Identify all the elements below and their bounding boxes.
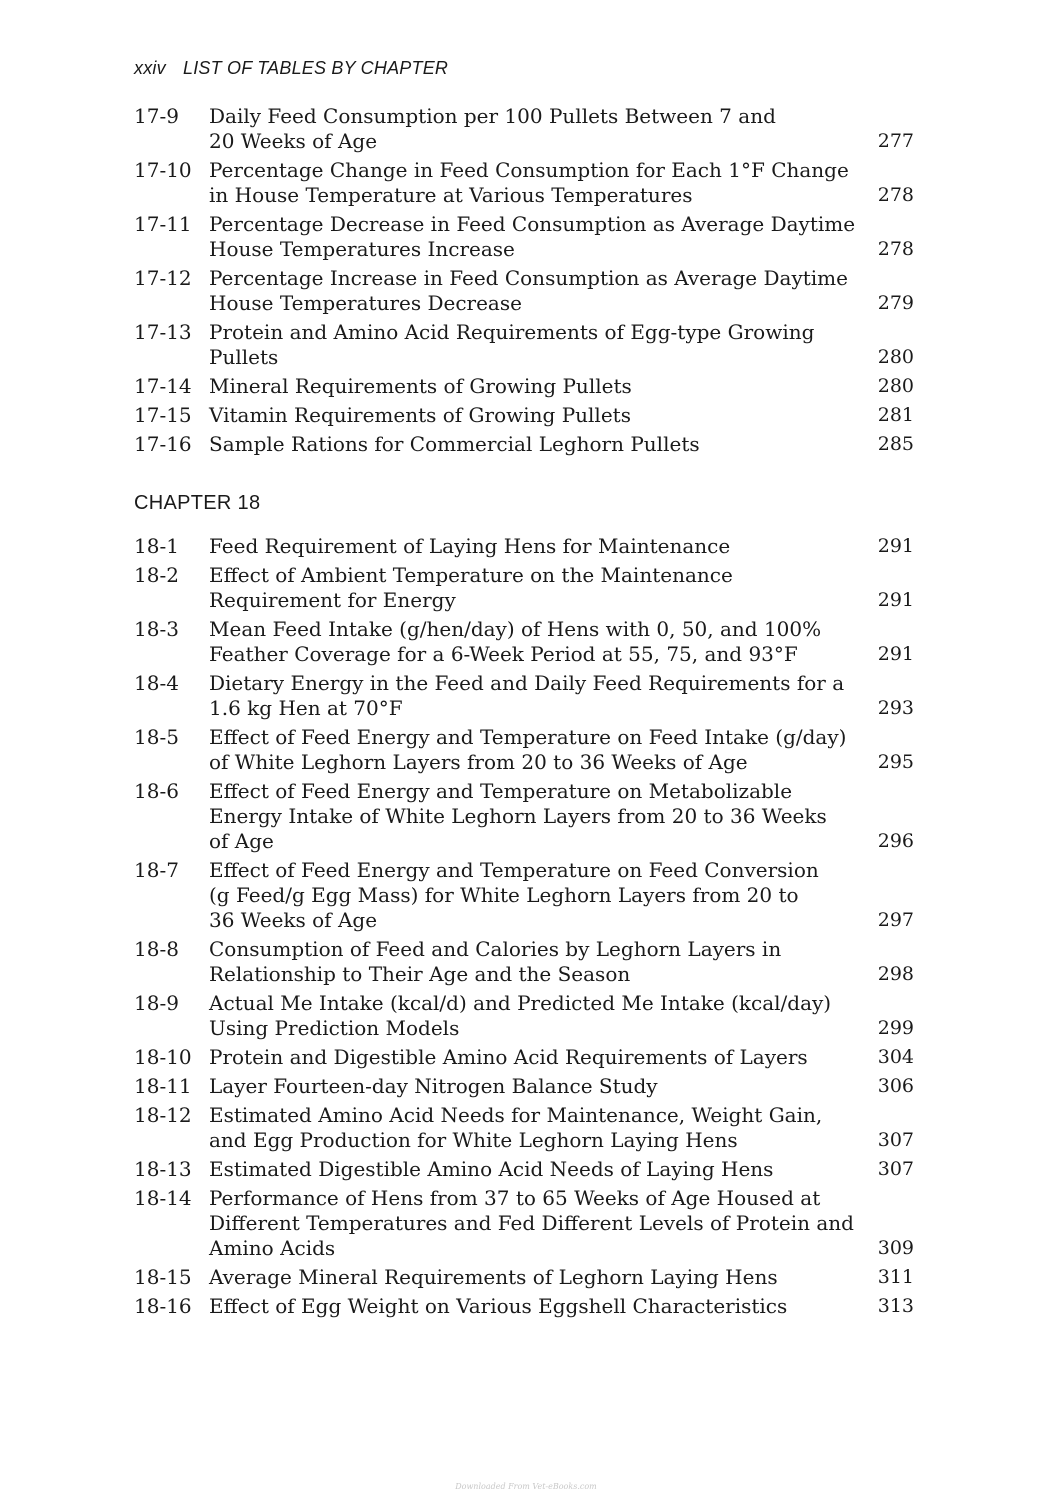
table-title: Mineral Requirements of Growing Pullets bbox=[209, 374, 632, 398]
table-title: Consumption of Feed and Calories by Leghorn Layers in Relationship to Their Age and the Season bbox=[209, 937, 782, 986]
page-number: 295 bbox=[877, 751, 914, 773]
toc-entry bbox=[134, 1157, 914, 1182]
toc-entry bbox=[134, 858, 914, 933]
page-number: 296 bbox=[877, 830, 914, 852]
table-title: Percentage Increase in Feed Consumption as Average Daytime House Temperatures Decrease bbox=[209, 266, 848, 315]
page-number: 279 bbox=[877, 292, 914, 314]
table-number: 17-15 bbox=[134, 403, 192, 427]
table-number: 18-2 bbox=[134, 563, 179, 587]
table-title: Performance of Hens from 37 to 65 Weeks of Age Housed at Different Temperatures and Fed Different Levels of Protein and Amino Acids bbox=[209, 1186, 854, 1260]
table-number: 18-16 bbox=[134, 1294, 192, 1318]
table-title: Mean Feed Intake (g/hen/day) of Hens with 0, 50, and 100% Feather Coverage for a 6-Week Period at 55, 75, and 93°F bbox=[209, 617, 822, 666]
toc-entry bbox=[134, 212, 914, 262]
table-title: Effect of Egg Weight on Various Eggshell Characteristics bbox=[209, 1294, 788, 1318]
table-number: 18-5 bbox=[134, 725, 179, 749]
page-number: 280 bbox=[877, 346, 914, 368]
table-number: 18-3 bbox=[134, 617, 179, 641]
page-number: 277 bbox=[877, 130, 914, 152]
table-number: 17-14 bbox=[134, 374, 192, 398]
table-number: 18-8 bbox=[134, 937, 179, 961]
toc-entry bbox=[134, 1074, 914, 1099]
page-number: 280 bbox=[877, 375, 914, 397]
table-number: 17-9 bbox=[134, 104, 179, 128]
table-title: Protein and Digestible Amino Acid Requirements of Layers bbox=[209, 1045, 808, 1069]
page-number: 293 bbox=[877, 697, 914, 719]
table-title: Effect of Ambient Temperature on the Maintenance Requirement for Energy bbox=[209, 563, 733, 612]
page-number: 278 bbox=[877, 184, 914, 206]
chapter-17-table-list bbox=[134, 104, 914, 461]
page-number: 299 bbox=[877, 1017, 914, 1039]
table-title: Sample Rations for Commercial Leghorn Pullets bbox=[209, 432, 700, 456]
table-title: Effect of Feed Energy and Temperature on Feed Conversion (g Feed/g Egg Mass) for White Leghorn Layers from 20 to 36 Weeks of Age bbox=[209, 858, 819, 932]
page-number: 304 bbox=[877, 1046, 914, 1068]
page-number: 291 bbox=[877, 535, 914, 557]
table-title: Feed Requirement of Laying Hens for Maintenance bbox=[209, 534, 731, 558]
toc-entry bbox=[134, 1186, 914, 1261]
toc-entry bbox=[134, 671, 914, 721]
table-number: 18-4 bbox=[134, 671, 179, 695]
toc-entry bbox=[134, 432, 914, 457]
table-title: Effect of Feed Energy and Temperature on Feed Intake (g/day) of White Leghorn Layers from 20 to 36 Weeks of Age bbox=[209, 725, 847, 774]
page-number: 307 bbox=[877, 1158, 914, 1180]
toc-entry bbox=[134, 937, 914, 987]
toc-entry bbox=[134, 403, 914, 428]
table-number: 18-10 bbox=[134, 1045, 192, 1069]
table-title: Percentage Decrease in Feed Consumption as Average Daytime House Temperatures Increase bbox=[209, 212, 856, 261]
toc-entry bbox=[134, 779, 914, 854]
table-title: Dietary Energy in the Feed and Daily Feed Requirements for a 1.6 kg Hen at 70°F bbox=[209, 671, 845, 720]
table-number: 18-13 bbox=[134, 1157, 192, 1181]
page-folio: xxiv bbox=[134, 58, 166, 78]
table-title: Protein and Amino Acid Requirements of Egg-type Growing Pullets bbox=[209, 320, 815, 369]
table-title: Percentage Change in Feed Consumption for Each 1°F Change in House Temperature at Various Temperatures bbox=[209, 158, 849, 207]
toc-entry bbox=[134, 320, 914, 370]
table-number: 18-11 bbox=[134, 1074, 192, 1098]
table-title: Estimated Amino Acid Needs for Maintenance, Weight Gain, and Egg Production for White Leghorn Laying Hens bbox=[209, 1103, 823, 1152]
table-title: Average Mineral Requirements of Leghorn Laying Hens bbox=[209, 1265, 778, 1289]
footer-watermark: Downloaded From Vet-eBooks.com bbox=[455, 1482, 597, 1491]
table-title: Effect of Feed Energy and Temperature on Metabolizable Energy Intake of White Leghorn Layers from 20 to 36 Weeks of Age bbox=[209, 779, 827, 853]
table-number: 18-6 bbox=[134, 779, 179, 803]
toc-entry bbox=[134, 534, 914, 559]
table-number: 18-14 bbox=[134, 1186, 192, 1210]
toc-entry bbox=[134, 374, 914, 399]
page-number: 298 bbox=[877, 963, 914, 985]
table-number: 17-10 bbox=[134, 158, 192, 182]
page-number: 278 bbox=[877, 238, 914, 260]
table-number: 17-11 bbox=[134, 212, 192, 236]
page-number: 281 bbox=[877, 404, 914, 426]
chapter-18-heading: CHAPTER 18 bbox=[134, 492, 261, 514]
table-title: Daily Feed Consumption per 100 Pullets Between 7 and 20 Weeks of Age bbox=[209, 104, 776, 153]
table-number: 17-12 bbox=[134, 266, 192, 290]
toc-entry bbox=[134, 1045, 914, 1070]
toc-entry bbox=[134, 1294, 914, 1319]
running-head-title: LIST OF TABLES BY CHAPTER bbox=[183, 58, 449, 78]
page-number: 309 bbox=[877, 1237, 914, 1259]
toc-entry bbox=[134, 266, 914, 316]
table-number: 18-15 bbox=[134, 1265, 192, 1289]
toc-entry bbox=[134, 104, 914, 154]
toc-entry bbox=[134, 1265, 914, 1290]
toc-entry bbox=[134, 1103, 914, 1153]
table-number: 18-1 bbox=[134, 534, 179, 558]
toc-entry bbox=[134, 563, 914, 613]
table-number: 18-12 bbox=[134, 1103, 192, 1127]
table-number: 18-7 bbox=[134, 858, 179, 882]
page-number: 306 bbox=[877, 1075, 914, 1097]
table-number: 18-9 bbox=[134, 991, 179, 1015]
running-head bbox=[134, 58, 448, 79]
table-number: 17-16 bbox=[134, 432, 192, 456]
toc-entry bbox=[134, 991, 914, 1041]
page-number: 297 bbox=[877, 909, 914, 931]
table-title: Vitamin Requirements of Growing Pullets bbox=[209, 403, 631, 427]
chapter-18-table-list bbox=[134, 534, 914, 1323]
table-title: Layer Fourteen-day Nitrogen Balance Study bbox=[209, 1074, 658, 1098]
page-number: 313 bbox=[877, 1295, 914, 1317]
page-number: 285 bbox=[877, 433, 914, 455]
toc-entry bbox=[134, 725, 914, 775]
table-title: Actual Me Intake (kcal/d) and Predicted Me Intake (kcal/day) Using Prediction Models bbox=[209, 991, 832, 1040]
toc-entry bbox=[134, 617, 914, 667]
page-number: 311 bbox=[877, 1266, 914, 1288]
page-number: 307 bbox=[877, 1129, 914, 1151]
page-number: 291 bbox=[877, 589, 914, 611]
page-number: 291 bbox=[877, 643, 914, 665]
table-title: Estimated Digestible Amino Acid Needs of Laying Hens bbox=[209, 1157, 774, 1181]
toc-entry bbox=[134, 158, 914, 208]
table-number: 17-13 bbox=[134, 320, 192, 344]
